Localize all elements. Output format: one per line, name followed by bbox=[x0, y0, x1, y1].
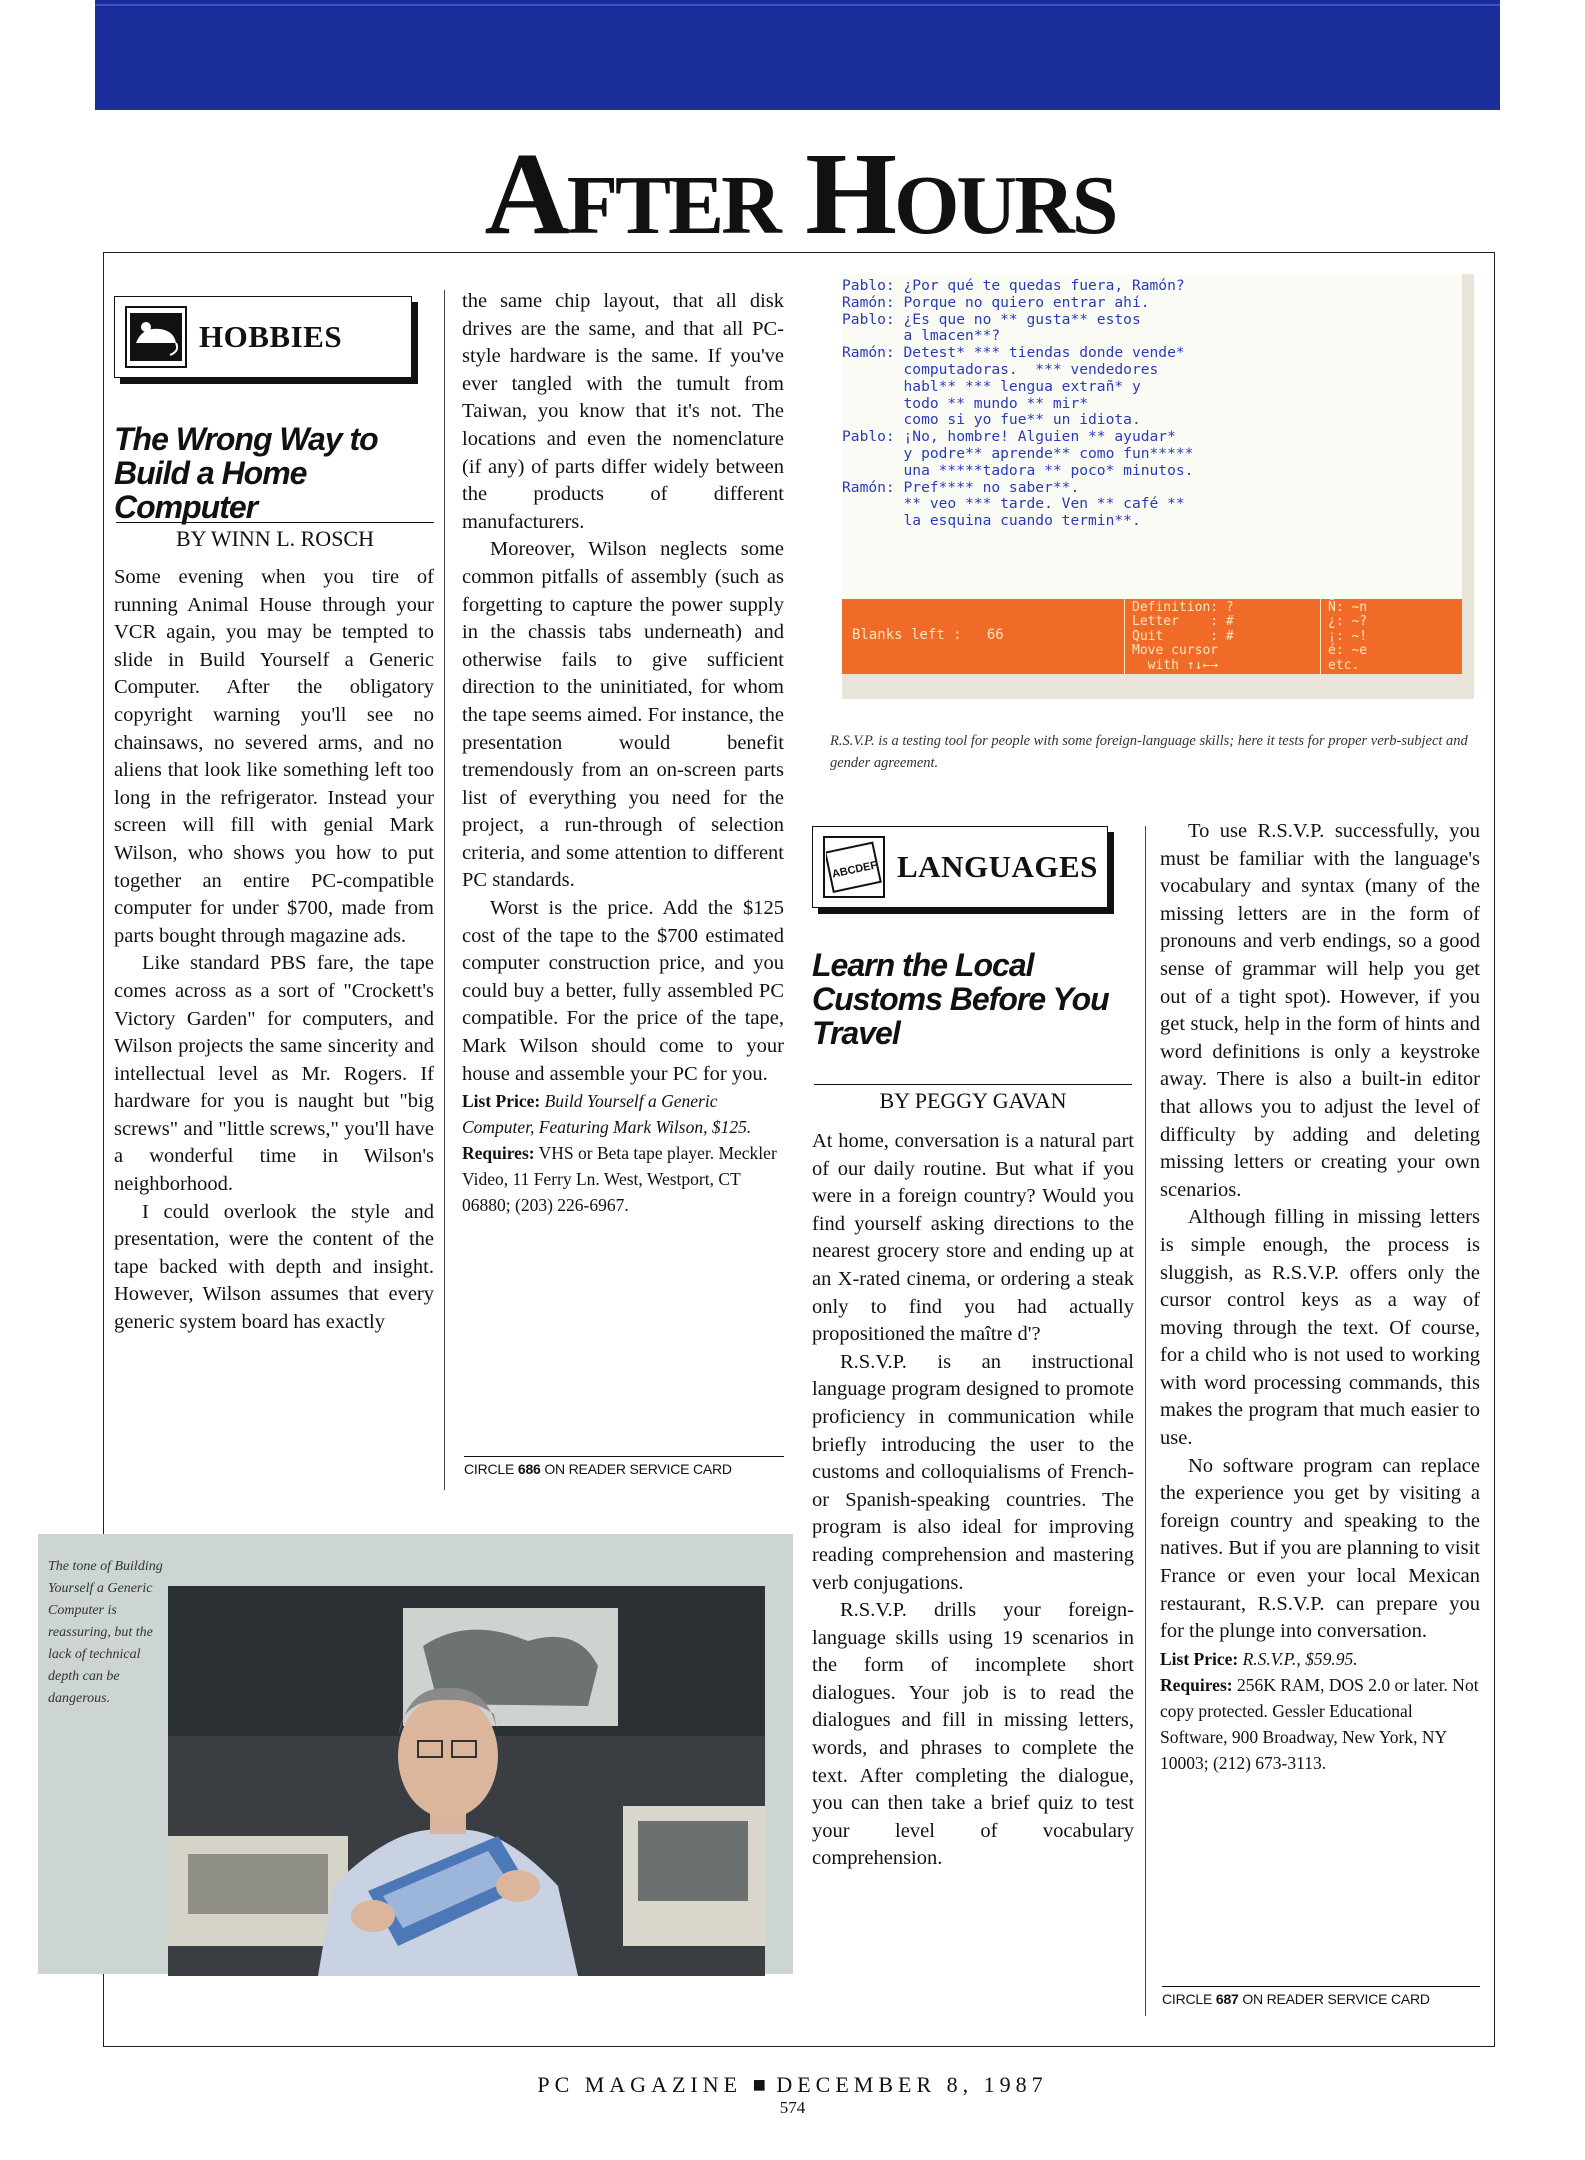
top-banner bbox=[95, 0, 1500, 110]
mark-wilson-photo bbox=[168, 1586, 765, 1976]
alphabet-blocks-icon bbox=[823, 836, 885, 898]
hobbies-list-price: List Price: Build Yourself a Generic Computer, Featuring Mark Wilson, $125. bbox=[462, 1091, 752, 1138]
hobbies-reader-service: CIRCLE 686 ON READER SERVICE CARD bbox=[464, 1456, 784, 1477]
languages-reader-service: CIRCLE 687 ON READER SERVICE CARD bbox=[1162, 1986, 1480, 2007]
hobbies-label: HOBBIES bbox=[199, 319, 343, 354]
column-rule bbox=[1145, 826, 1146, 2016]
languages-column-1: At home, conversation is a natural part of our daily routine. But what if you were in a foreign country? Would you find yourself asking directions to the nearest grocery store and ending up at an X-rated cinema, or ordering a steak only to find you had actually propositioned the maître d'? R.S.V.P. is an instructional language program designed to promote proficiency in communication while briefly introducing the user to the customs and colloquialisms of French- or Spanish-speaking countries. The program is also ideal for improving reading comprehension and mastering verb conjugations. R.S.V.P. drills your foreign-language skills using 19 scenarios in the form of incomplete short dialogues. Your job is to read the dialogues and fill in missing letters, words, and phrases to complete the text. After completing the dialogue, you can then take a brief quiz to test your level of vocabulary comprehension. bbox=[812, 1130, 1134, 1870]
rsvp-help-menu: Definition: ? Letter : # Quit : # Move cursor with ↑↓←→ bbox=[1132, 600, 1234, 673]
rsvp-status-bar bbox=[842, 599, 1462, 674]
hobbies-column-1: Some evening when you tire of running Animal House through your VCR again, you may be tempted to slide in Build Yourself a Generic Computer. After the obligatory copyright warning you'll see no chainsaws, no severed arms, and no aliens that look like something left too long in the refrigerator. Instead your screen will fill with genial Mark Wilson, who shows you how to put together an entire PC-compatible computer for under $700, made from parts bought through magazine ads. Like standard PBS fare, the tape comes across as a sort of "Crockett's Victory Garden" for computers, and Wilson projects the same sincerity and intellectual level as Mr. Rogers. If hardware for you is naught but "big screws" and "little screws," you'll have a wonderful time in Wilson's neighborhood. I could overlook the style and presentation, were the content of the tape backed with depth and insight. However, Wilson assumes that every generic system board has exactly bbox=[114, 566, 434, 1334]
languages-label: LANGUAGES bbox=[897, 849, 1098, 884]
masthead-title: AFTER HOURS bbox=[484, 128, 1116, 259]
languages-byline: BY PEGGY GAVAN bbox=[814, 1084, 1132, 1114]
mouse-icon bbox=[125, 306, 187, 368]
screenshot-caption: R.S.V.P. is a testing tool for people with some foreign-language skills; here it tests for proper verb-subject and gender agreement. bbox=[830, 733, 1468, 771]
languages-requires: Requires: 256K RAM, DOS 2.0 or later. Not copy protected. Gessler Educational Software, 900 Broadway, New York, NY 10003; (212) 673-3113. bbox=[1160, 1674, 1479, 1773]
hobbies-section-box bbox=[114, 296, 412, 378]
hobbies-requires: Requires: VHS or Beta tape player. Meckler Video, 11 Ferry Ln. West, Westport, CT 06880; (203) 226-6967. bbox=[462, 1143, 777, 1216]
footer-issue: PC MAGAZINE ■ DECEMBER 8, 1987 bbox=[537, 2072, 1048, 2097]
hobbies-byline: BY WINN L. ROSCH bbox=[116, 522, 434, 552]
rsvp-screenshot bbox=[842, 274, 1474, 699]
languages-section-box bbox=[812, 826, 1108, 908]
photo-caption: The tone of Building Yourself a Generic Computer is reassuring, but the lack of technical depth can be dangerous. bbox=[48, 1559, 163, 1706]
languages-list-price: List Price: R.S.V.P., $59.95. bbox=[1160, 1648, 1358, 1669]
svg-text:ABCDEF: ABCDEF bbox=[830, 859, 879, 881]
hobbies-column-2: the same chip layout, that all disk drives are the same, and that all PC-style hardware is the same. If you've ever tangled with the tumult from Taiwan, you know that it's not. The locations and even the nomenclature (if any) of parts differ widely between the products of different manufacturers. Moreover, Wilson neglects some common pitfalls of assembly (such as forgetting to capture the power supply in the chassis tabs underneath) and otherwise fails to give sufficient direction to the uninitiated, for whom the tape seems aimed. For instance, the presentation would benefit tremendously from an on-screen parts list of everything you need for the project, a run-through of selection criteria, and some attention to different PC standards. Worst is the price. Add the $125 cost of the tape to the $700 estimated computer construction price, and you could buy a better, fully assembled PC compatible. For the price of the tape, Mark Wilson should come to your house and assemble your PC for you. List Price: Build Yourself a Generic Computer, Featuring Mark Wilson, $125. Requires: VHS or Beta tape player. Meckler Video, 11 Ferry Ln. West, Westport, CT 06880; (203) 226-6967. bbox=[462, 288, 784, 1218]
hobbies-headline: The Wrong Way to Build a Home Computer bbox=[114, 421, 378, 525]
rsvp-dialogue-screen: Pablo: ¿Por qué te quedas fuera, Ramón? Ramón: Porque no quiero entrar ahí. Pablo: ¿Es que no ** gusta** estos a lmacen**? Ramón: Detest* *** tiendas donde vende* computadoras. *** vendedores habl** *** lengua extrañ* y todo ** mundo ** mir* como si yo fue** un idiota. Pablo: ¡No, hombre! Alguien ** ayudar* y podre** aprende** como fun***** una *****tadora ** poco* minutos. Ramón: Pref**** no saber**. ** veo *** tarde. Ven ** café ** la esquina cuando termin**. bbox=[842, 274, 1462, 603]
languages-column-2: To use R.S.V.P. successfully, you must be familiar with the language's vocabulary and syntax (many of the missing letters are in the form of pronouns and verb endings, so a good sense of grammar will help you get out of a tight spot). However, if you get stuck, help in the form of hints and word definitions is only a keystroke away. There is also a built-in editor that allows you to adjust the level of difficulty by adding and deleting missing letters or creating your own scenarios. Although filling in missing letters is simple enough, the process is sluggish, as R.S.V.P. offers only the cursor control keys as a way of moving through the text. Of course, for a child who is not used to working with word processing commands, this makes the program that much easier to use. No software program can replace the experience you get by visiting a foreign country and speaking to the natives. But if you are planning to visit France or even your local Mexican restaurant, R.S.V.P. can prepare you for the plunge into conversation. List Price: R.S.V.P., $59.95. Requires: 256K RAM, DOS 2.0 or later. Not copy protected. Gessler Educational Software, 900 Broadway, New York, NY 10003; (212) 673-3113. bbox=[1160, 818, 1480, 1776]
page-number: 574 bbox=[779, 2098, 806, 2117]
blanks-left: Blanks left : 66 bbox=[852, 627, 1004, 643]
rsvp-accent-keys: Ñ: ~n ¿: ~? ¡: ~! é: ~e etc. bbox=[1328, 600, 1368, 673]
column-rule bbox=[444, 290, 445, 1490]
languages-headline: Learn the Local Customs Before You Travel bbox=[812, 947, 1109, 1051]
